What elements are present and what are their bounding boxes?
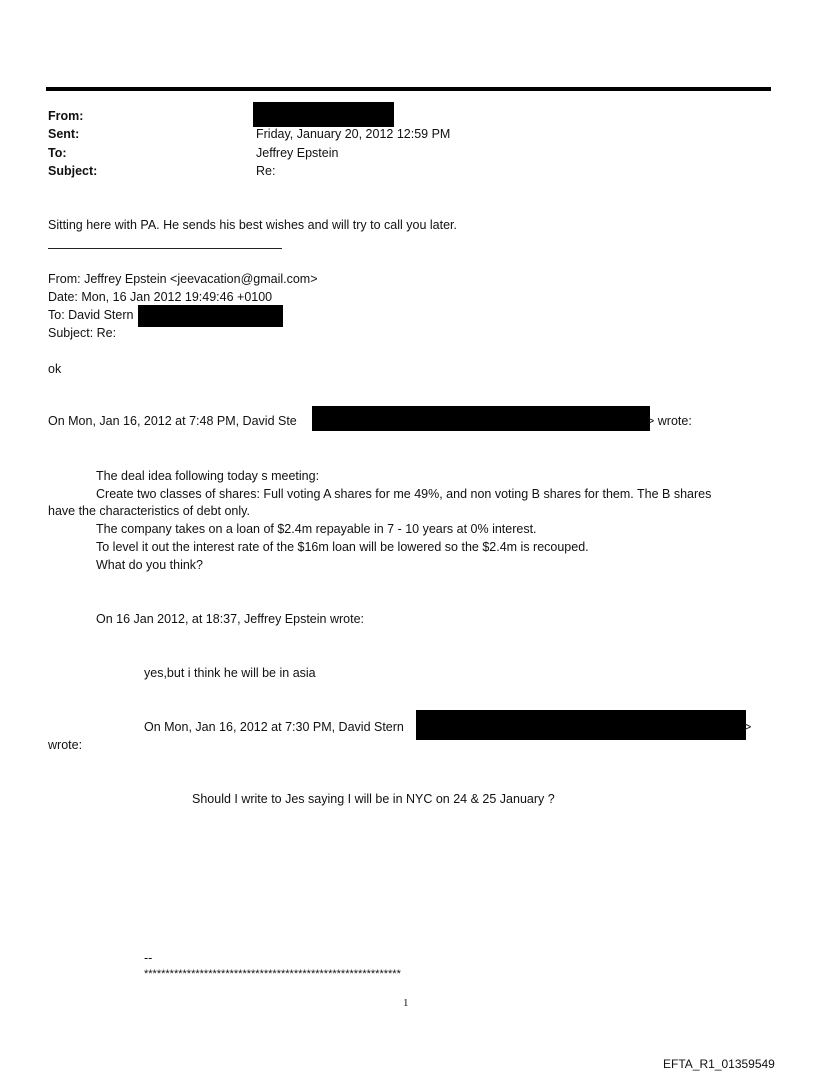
quoted-subject: Subject: Re: <box>48 326 117 340</box>
quote-attribution-1: On Mon, Jan 16, 2012 at 7:48 PM, David Ste <box>48 414 297 428</box>
subject-label: Subject: <box>48 164 98 178</box>
quoted-reply: ok <box>48 362 62 376</box>
document-id: EFTA_R1_01359549 <box>663 1057 775 1071</box>
quote-attribution-3: On Mon, Jan 16, 2012 at 7:30 PM, David Stern <box>144 720 404 734</box>
deal-line-1: The deal idea following today s meeting: <box>96 469 320 483</box>
deal-line-5: To level it out the interest rate of the $16m loan will be lowered so the $2.4m is recouped. <box>96 540 589 554</box>
header-rule <box>46 87 771 91</box>
redacted-sender-1 <box>312 406 650 431</box>
quote-wrote-3: wrote: <box>48 738 83 752</box>
sent-label: Sent: <box>48 127 80 141</box>
quoted-date: Date: Mon, 16 Jan 2012 19:49:46 +0100 <box>48 290 273 304</box>
to-label: To: <box>48 146 67 160</box>
quote-separator <box>48 248 282 249</box>
deal-line-2: Create two classes of shares: Full voting A shares for me 49%, and non voting B shares for them. The B shares <box>96 487 712 501</box>
sent-value: Friday, January 20, 2012 12:59 PM <box>256 127 451 141</box>
message-body: Sitting here with PA. He sends his best wishes and will try to call you later. <box>48 218 457 232</box>
from-label: From: <box>48 109 84 123</box>
quoted-question: Should I write to Jes saying I will be in NYC on 24 & 25 January ? <box>192 792 555 806</box>
to-value: Jeffrey Epstein <box>256 146 339 160</box>
deal-line-3: have the characteristics of debt only. <box>48 504 250 518</box>
asterisk-line: ************************************************************ <box>144 968 401 980</box>
quoted-to: To: David Stern <box>48 308 134 322</box>
signature-dashes: -- <box>144 951 153 965</box>
page-number: 1 <box>403 997 409 1009</box>
redacted-to-email <box>138 305 283 327</box>
redacted-sender-2 <box>416 710 746 740</box>
quoted-reply-2: yes,but i think he will be in asia <box>144 666 316 680</box>
redacted-from <box>253 102 394 127</box>
quote-wrote-1: > wrote: <box>647 414 692 428</box>
quoted-from: From: Jeffrey Epstein <jeevacation@gmail.com> <box>48 272 318 286</box>
quote-attribution-2: On 16 Jan 2012, at 18:37, Jeffrey Epstein wrote: <box>96 612 364 626</box>
deal-line-4: The company takes on a loan of $2.4m repayable in 7 - 10 years at 0% interest. <box>96 522 537 536</box>
subject-value: Re: <box>256 164 276 178</box>
quote-gt: > <box>744 720 752 734</box>
deal-line-6: What do you think? <box>96 558 204 572</box>
